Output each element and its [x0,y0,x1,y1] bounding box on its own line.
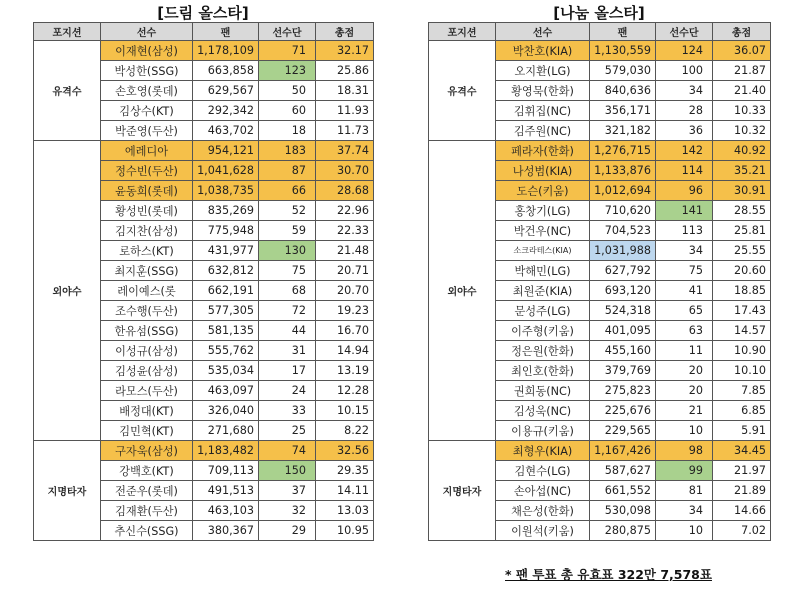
player-votes-cell: 37 [259,481,316,501]
fan-votes-cell: 704,523 [590,221,656,241]
total-score-cell: 20.70 [316,281,374,301]
player-cell: 황성빈(롯데) [101,201,193,221]
player-cell: 오지환(LG) [496,61,590,81]
header-votes: 선수단 [259,23,316,41]
table-row [34,141,374,161]
player-cell: 최인호(한화) [496,361,590,381]
position-cell: 지명타자 [429,441,496,541]
player-votes-cell: 24 [259,381,316,401]
total-score-cell: 10.90 [713,341,771,361]
player-votes-cell: 21 [656,401,713,421]
total-score-cell: 21.87 [713,61,771,81]
player-votes-cell: 65 [656,301,713,321]
header-position: 포지션 [429,23,496,41]
player-votes-cell: 87 [259,161,316,181]
fan-votes-cell: 581,135 [193,321,259,341]
total-score-cell: 13.19 [316,361,374,381]
fan-votes-cell: 632,812 [193,261,259,281]
player-cell: 로하스(KT) [101,241,193,261]
table-row [429,41,771,61]
player-cell: 나성범(KIA) [496,161,590,181]
player-cell: 박건우(NC) [496,221,590,241]
player-votes-cell: 142 [656,141,713,161]
nanum-allstar-panel [428,0,770,541]
player-cell: 채은성(한화) [496,501,590,521]
total-score-cell: 5.91 [713,421,771,441]
table-row [429,141,771,161]
player-cell: 전준우(롯데) [101,481,193,501]
position-cell: 외야수 [429,141,496,441]
fan-votes-cell: 835,269 [193,201,259,221]
total-score-cell: 17.43 [713,301,771,321]
position-cell: 외야수 [34,141,101,441]
player-cell: 황영묵(한화) [496,81,590,101]
fan-votes-cell: 379,769 [590,361,656,381]
header-row [429,23,771,41]
fan-votes-cell: 275,823 [590,381,656,401]
player-votes-cell: 50 [259,81,316,101]
fan-votes-cell: 579,030 [590,61,656,81]
player-votes-cell: 98 [656,441,713,461]
footnote: * 팬 투표 총 유효표 322만 7,578표 [505,567,712,582]
player-votes-cell: 10 [656,421,713,441]
fan-votes-cell: 321,182 [590,121,656,141]
player-votes-cell: 71 [259,41,316,61]
player-cell: 손아섭(NC) [496,481,590,501]
player-cell: 이원석(키움) [496,521,590,541]
total-score-cell: 21.40 [713,81,771,101]
fan-votes-cell: 455,160 [590,341,656,361]
total-score-cell: 25.86 [316,61,374,81]
player-cell: 정은원(한화) [496,341,590,361]
fan-votes-cell: 1,038,735 [193,181,259,201]
total-score-cell: 34.45 [713,441,771,461]
player-cell: 레이예스(롯 [101,281,193,301]
player-cell: 한유섬(SSG) [101,321,193,341]
player-cell: 이재현(삼성) [101,41,193,61]
header-player: 선수 [101,23,193,41]
player-votes-cell: 68 [259,281,316,301]
player-votes-cell: 18 [259,121,316,141]
header-fan: 팬 [590,23,656,41]
player-cell: 박해민(LG) [496,261,590,281]
fan-votes-cell: 661,552 [590,481,656,501]
total-score-cell: 6.85 [713,401,771,421]
total-score-cell: 25.55 [713,241,771,261]
total-score-cell: 28.68 [316,181,374,201]
player-votes-cell: 41 [656,281,713,301]
player-cell: 구자욱(삼성) [101,441,193,461]
player-votes-cell: 28 [656,101,713,121]
fan-votes-cell: 1,133,876 [590,161,656,181]
player-cell: 최원준(KIA) [496,281,590,301]
fan-votes-cell: 280,875 [590,521,656,541]
player-votes-cell: 20 [656,381,713,401]
total-score-cell: 10.15 [316,401,374,421]
player-cell: 페라자(한화) [496,141,590,161]
fan-votes-cell: 587,627 [590,461,656,481]
nanum-allstar-table [428,22,771,541]
header-votes: 선수단 [656,23,713,41]
player-cell: 박성한(SSG) [101,61,193,81]
fan-votes-cell: 292,342 [193,101,259,121]
player-votes-cell: 72 [259,301,316,321]
total-score-cell: 7.85 [713,381,771,401]
fan-votes-cell: 954,121 [193,141,259,161]
player-votes-cell: 10 [656,521,713,541]
player-votes-cell: 59 [259,221,316,241]
fan-votes-cell: 326,040 [193,401,259,421]
total-score-cell: 11.93 [316,101,374,121]
player-cell: 김상수(KT) [101,101,193,121]
player-cell: 권희동(NC) [496,381,590,401]
header-total: 총점 [713,23,771,41]
fan-votes-cell: 663,858 [193,61,259,81]
total-score-cell: 35.21 [713,161,771,181]
fan-votes-cell: 555,762 [193,341,259,361]
total-score-cell: 14.11 [316,481,374,501]
total-score-cell: 7.02 [713,521,771,541]
total-score-cell: 18.31 [316,81,374,101]
total-score-cell: 19.23 [316,301,374,321]
header-player: 선수 [496,23,590,41]
total-score-cell: 40.92 [713,141,771,161]
player-votes-cell: 34 [656,81,713,101]
fan-votes-cell: 356,171 [590,101,656,121]
player-votes-cell: 36 [656,121,713,141]
player-votes-cell: 63 [656,321,713,341]
player-votes-cell: 52 [259,201,316,221]
player-cell: 김현수(LG) [496,461,590,481]
total-score-cell: 30.91 [713,181,771,201]
total-score-cell: 14.66 [713,501,771,521]
player-cell: 라모스(두산) [101,381,193,401]
fan-votes-cell: 627,792 [590,261,656,281]
total-score-cell: 22.33 [316,221,374,241]
fan-votes-cell: 463,097 [193,381,259,401]
player-votes-cell: 17 [259,361,316,381]
table-row [34,41,374,61]
header-row [34,23,374,41]
player-votes-cell: 29 [259,521,316,541]
total-score-cell: 20.60 [713,261,771,281]
total-score-cell: 32.56 [316,441,374,461]
player-votes-cell: 75 [656,261,713,281]
total-score-cell: 13.03 [316,501,374,521]
player-cell: 에레디아 [101,141,193,161]
fan-votes-cell: 463,103 [193,501,259,521]
player-votes-cell: 34 [656,501,713,521]
player-votes-cell: 113 [656,221,713,241]
player-votes-cell: 44 [259,321,316,341]
total-score-cell: 21.89 [713,481,771,501]
nanum-allstar-title: [나눔 올스타] [553,4,645,22]
dream-allstar-panel [33,0,373,541]
player-votes-cell: 96 [656,181,713,201]
player-cell: 김주원(NC) [496,121,590,141]
player-votes-cell: 114 [656,161,713,181]
player-cell: 손호영(롯데) [101,81,193,101]
total-score-cell: 30.70 [316,161,374,181]
fan-votes-cell: 1,167,426 [590,441,656,461]
fan-votes-cell: 229,565 [590,421,656,441]
table-row [429,441,771,461]
fan-votes-cell: 225,676 [590,401,656,421]
player-cell: 강백호(KT) [101,461,193,481]
player-cell: 추신수(SSG) [101,521,193,541]
total-score-cell: 37.74 [316,141,374,161]
player-votes-cell: 31 [259,341,316,361]
total-score-cell: 10.32 [713,121,771,141]
player-votes-cell: 32 [259,501,316,521]
fan-votes-cell: 1,183,482 [193,441,259,461]
player-votes-cell: 20 [656,361,713,381]
total-score-cell: 12.28 [316,381,374,401]
fan-votes-cell: 629,567 [193,81,259,101]
total-score-cell: 28.55 [713,201,771,221]
total-score-cell: 14.57 [713,321,771,341]
player-votes-cell: 25 [259,421,316,441]
fan-votes-cell: 271,680 [193,421,259,441]
total-score-cell: 10.95 [316,521,374,541]
dream-allstar-title: [드림 올스타] [157,4,249,22]
total-score-cell: 8.22 [316,421,374,441]
player-votes-cell: 141 [656,201,713,221]
player-votes-cell: 33 [259,401,316,421]
player-votes-cell: 74 [259,441,316,461]
player-cell: 박찬호(KIA) [496,41,590,61]
player-cell: 이성규(삼성) [101,341,193,361]
fan-votes-cell: 1,012,694 [590,181,656,201]
player-cell: 최지훈(SSG) [101,261,193,281]
player-cell: 조수행(두산) [101,301,193,321]
fan-votes-cell: 577,305 [193,301,259,321]
player-cell: 소크라테스(KIA) [496,241,590,261]
total-score-cell: 25.81 [713,221,771,241]
total-score-cell: 21.97 [713,461,771,481]
table-row [34,441,374,461]
player-votes-cell: 34 [656,241,713,261]
header-fan: 팬 [193,23,259,41]
total-score-cell: 36.07 [713,41,771,61]
player-votes-cell: 123 [259,61,316,81]
total-score-cell: 10.10 [713,361,771,381]
player-cell: 김성욱(NC) [496,401,590,421]
player-cell: 박준영(두산) [101,121,193,141]
player-cell: 정수빈(두산) [101,161,193,181]
fan-votes-cell: 1,041,628 [193,161,259,181]
player-cell: 배정대(KT) [101,401,193,421]
fan-votes-cell: 1,031,988 [590,241,656,261]
player-votes-cell: 75 [259,261,316,281]
fan-votes-cell: 530,098 [590,501,656,521]
total-score-cell: 14.94 [316,341,374,361]
fan-votes-cell: 463,702 [193,121,259,141]
fan-votes-cell: 775,948 [193,221,259,241]
position-cell: 유격수 [34,41,101,141]
fan-votes-cell: 662,191 [193,281,259,301]
player-votes-cell: 150 [259,461,316,481]
fan-votes-cell: 710,620 [590,201,656,221]
player-votes-cell: 100 [656,61,713,81]
fan-votes-cell: 1,130,559 [590,41,656,61]
total-score-cell: 16.70 [316,321,374,341]
player-cell: 김재환(두산) [101,501,193,521]
player-cell: 최형우(KIA) [496,441,590,461]
position-cell: 지명타자 [34,441,101,541]
header-position: 포지션 [34,23,101,41]
player-cell: 도슨(키움) [496,181,590,201]
player-cell: 김민혁(KT) [101,421,193,441]
fan-votes-cell: 431,977 [193,241,259,261]
player-cell: 홍창기(LG) [496,201,590,221]
total-score-cell: 10.33 [713,101,771,121]
position-cell: 유격수 [429,41,496,141]
player-cell: 김성윤(삼성) [101,361,193,381]
dream-allstar-table [33,22,374,541]
fan-votes-cell: 1,178,109 [193,41,259,61]
player-cell: 이주형(키움) [496,321,590,341]
total-score-cell: 22.96 [316,201,374,221]
player-votes-cell: 11 [656,341,713,361]
fan-votes-cell: 491,513 [193,481,259,501]
player-votes-cell: 99 [656,461,713,481]
fan-votes-cell: 524,318 [590,301,656,321]
fan-votes-cell: 693,120 [590,281,656,301]
fan-votes-cell: 380,367 [193,521,259,541]
player-cell: 김휘집(NC) [496,101,590,121]
player-cell: 문성주(LG) [496,301,590,321]
fan-votes-cell: 840,636 [590,81,656,101]
fan-votes-cell: 709,113 [193,461,259,481]
player-votes-cell: 81 [656,481,713,501]
total-score-cell: 32.17 [316,41,374,61]
player-cell: 이용규(키움) [496,421,590,441]
total-score-cell: 21.48 [316,241,374,261]
fan-votes-cell: 401,095 [590,321,656,341]
total-score-cell: 11.73 [316,121,374,141]
total-score-cell: 29.35 [316,461,374,481]
total-score-cell: 18.85 [713,281,771,301]
player-cell: 윤동희(롯데) [101,181,193,201]
player-cell: 김지찬(삼성) [101,221,193,241]
player-votes-cell: 130 [259,241,316,261]
player-votes-cell: 183 [259,141,316,161]
total-score-cell: 20.71 [316,261,374,281]
fan-votes-cell: 535,034 [193,361,259,381]
header-total: 총점 [316,23,374,41]
player-votes-cell: 66 [259,181,316,201]
player-votes-cell: 124 [656,41,713,61]
player-votes-cell: 60 [259,101,316,121]
fan-votes-cell: 1,276,715 [590,141,656,161]
